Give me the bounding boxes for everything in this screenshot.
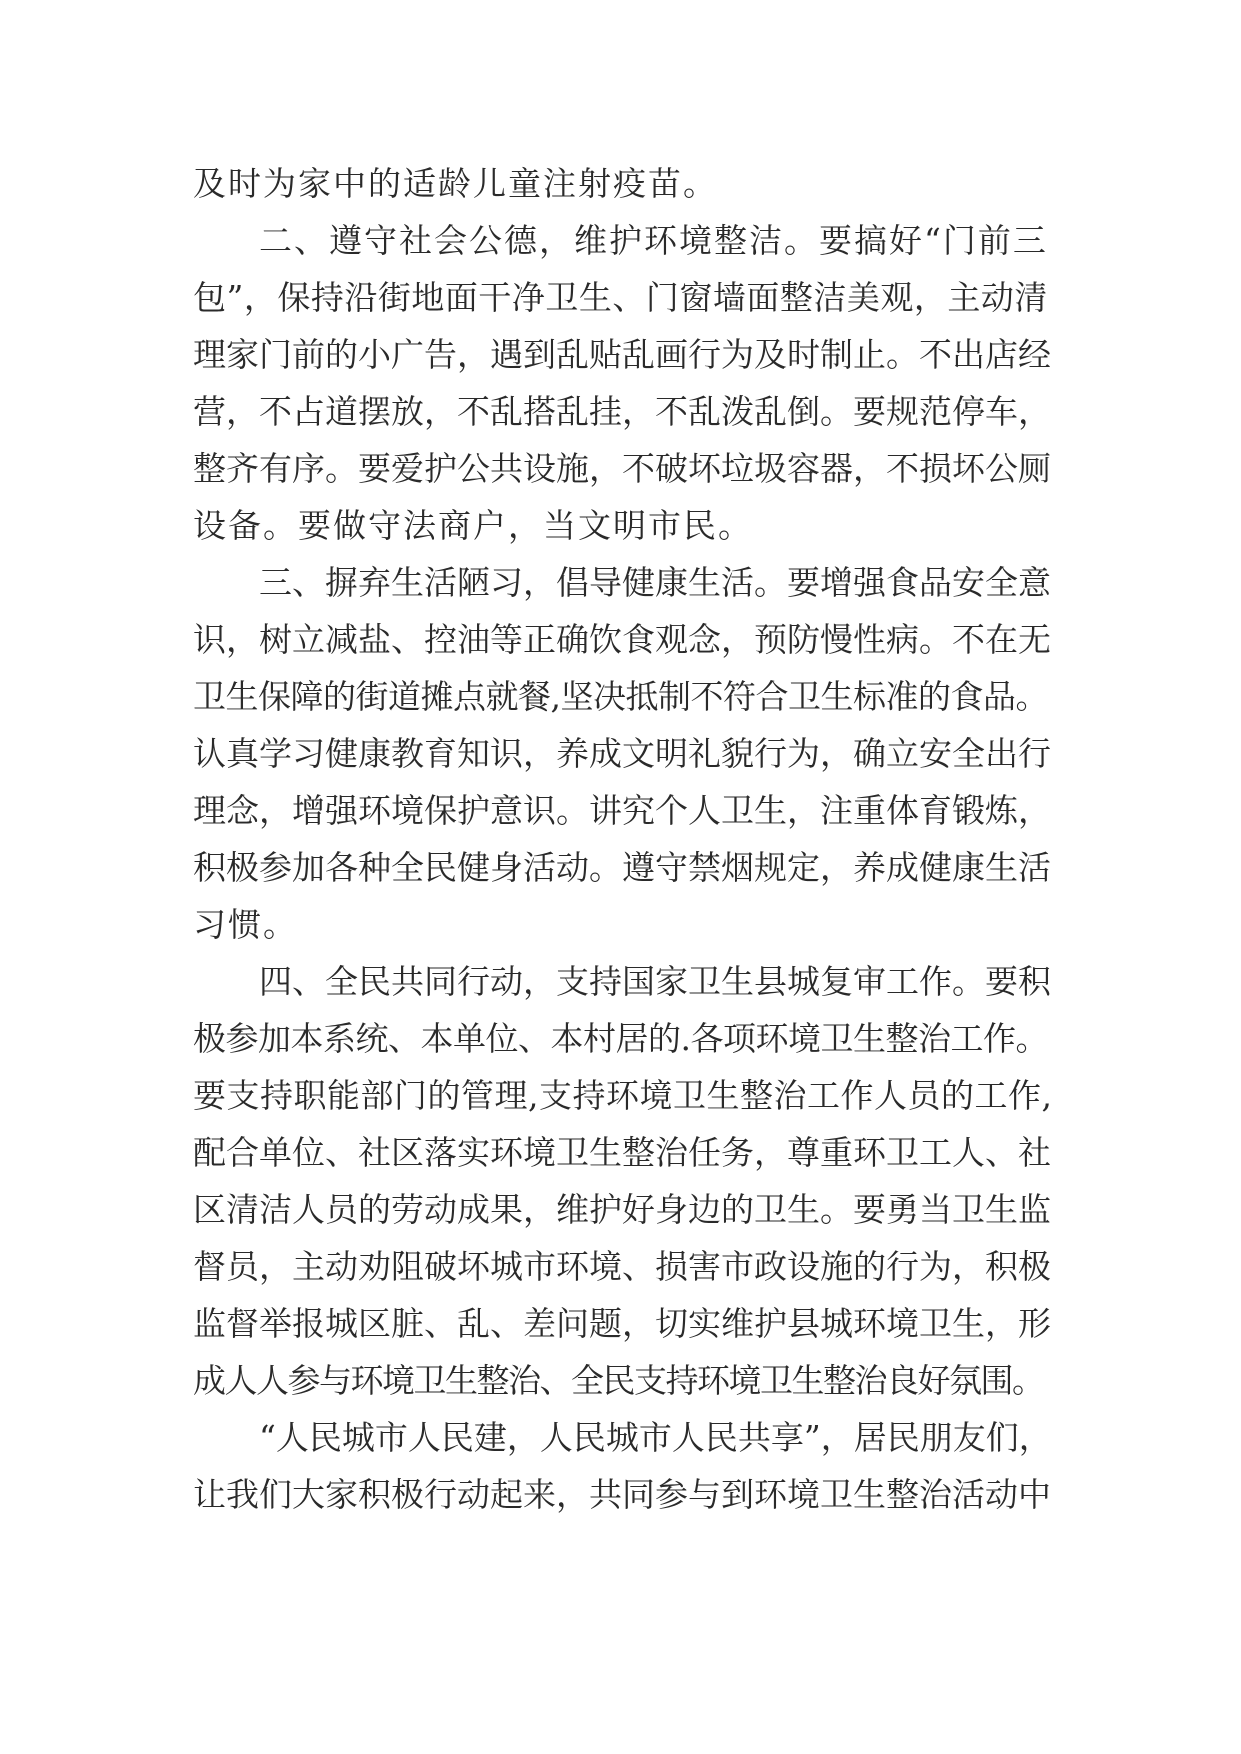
text-line: 四、全民共同行动，支持国家卫生县城复审工作。要积 (259, 962, 1051, 1001)
text-line: 三、摒弃生活陋习，倡导健康生活。要增强食品安全意 (259, 563, 1051, 602)
text-line: 理念，增强环境保护意识。讲究个人卫生，注重体育锻炼， (193, 791, 1051, 830)
text-line: 营，不占道摆放，不乱搭乱挂，不乱泼乱倒。要规范停车， (193, 392, 1051, 431)
text-line: 要支持职能部门的管理,支持环境卫生整治工作人员的工作, (193, 1076, 1053, 1115)
text-line: 整齐有序。要爱护公共设施，不破坏垃圾容器，不损坏公厕 (193, 449, 1051, 488)
text-line: 极参加本系统、本单位、本村居的.各项环境卫生整治工作。 (193, 1019, 1048, 1058)
text-line: 督员，主动劝阻破坏城市环境、损害市政设施的行为，积极 (193, 1247, 1051, 1286)
text-line: 监督举报城区脏、乱、差问题，切实维护县城环境卫生，形 (193, 1304, 1051, 1343)
text-line: “人民城市人民建，人民城市人民共享”，居民朋友们， (259, 1418, 1052, 1457)
text-line: 识，树立减盐、控油等正确饮食观念，预防慢性病。不在无 (193, 620, 1051, 659)
text-line: 及时为家中的适龄儿童注射疫苗。 (193, 164, 718, 203)
text-line: 设备。要做守法商户，当文明市民。 (193, 506, 753, 545)
text-line: 配合单位、社区落实环境卫生整治任务，尊重环卫工人、社 (193, 1133, 1051, 1172)
text-line: 二、遵守社会公德，维护环境整洁。要搞好“门前三 (259, 221, 1048, 260)
text-line: 卫生保障的街道摊点就餐,坚决抵制不符合卫生标准的食品。 (193, 677, 1048, 716)
text-line: 习惯。 (193, 905, 298, 944)
text-line: 积极参加各种全民健身活动。遵守禁烟规定，养成健康生活 (193, 848, 1051, 887)
text-line: 让我们大家积极行动起来，共同参与到环境卫生整治活动中 (193, 1475, 1051, 1514)
text-line: 理家门前的小广告，遇到乱贴乱画行为及时制止。不出店经 (193, 335, 1051, 374)
document-body (193, 155, 1053, 1523)
text-line: 成人人参与环境卫生整治、全民支持环境卫生整治良好氛围。 (193, 1361, 1044, 1400)
text-line: 包”，保持沿街地面干净卫生、门窗墙面整洁美观，主动清 (193, 278, 1048, 317)
text-line: 区清洁人员的劳动成果，维护好身边的卫生。要勇当卫生监 (193, 1190, 1051, 1229)
text-line: 认真学习健康教育知识，养成文明礼貌行为，确立安全出行 (193, 734, 1051, 773)
